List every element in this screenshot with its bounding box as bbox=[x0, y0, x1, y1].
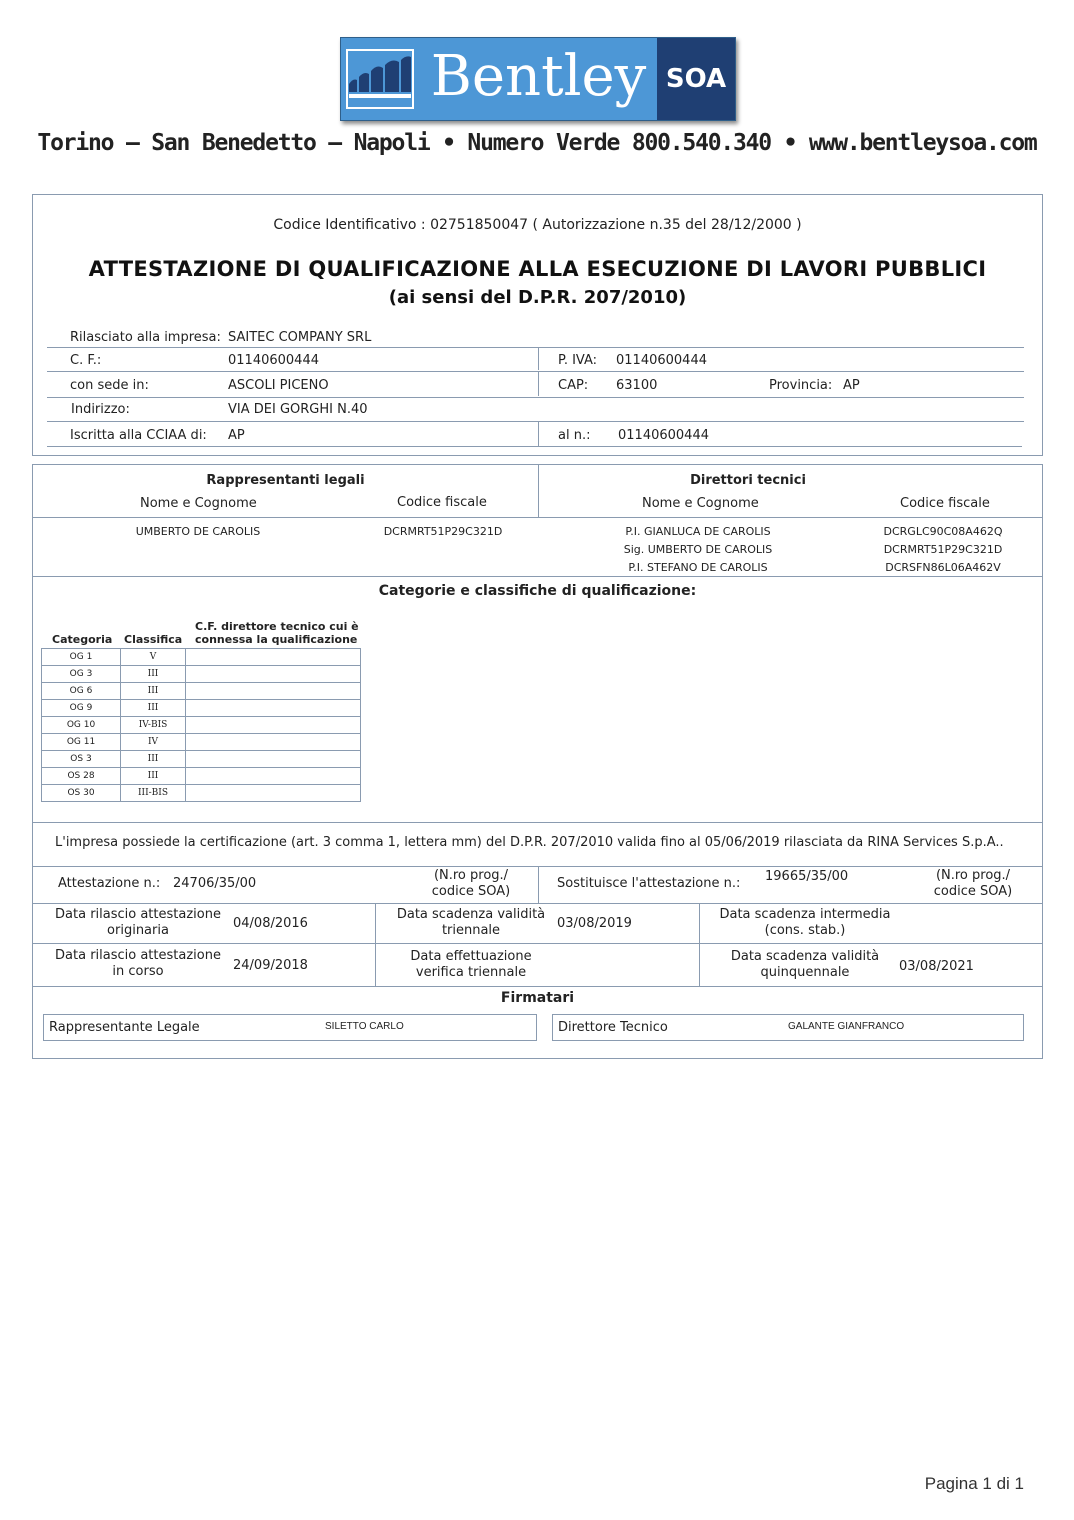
nro-prog-line2: codice SOA) bbox=[933, 884, 1013, 899]
scad-quin-label-l2: quinquennale bbox=[760, 965, 850, 980]
nro-prog-line2: codice SOA) bbox=[431, 884, 511, 899]
eff-ver-label-l1: Data effettuazione bbox=[410, 949, 532, 964]
provincia-label: Provincia: bbox=[769, 378, 833, 393]
scad-quin-value: 03/08/2021 bbox=[899, 959, 974, 974]
divider bbox=[33, 576, 1042, 577]
categorie-col-categoria: Categoria bbox=[52, 633, 113, 646]
classifica-cell: III bbox=[121, 700, 186, 717]
rilasciato-value: SAITEC COMPANY SRL bbox=[228, 330, 372, 345]
rappresentante-nome: UMBERTO DE CAROLIS bbox=[135, 525, 261, 538]
direttori-title: Direttori tecnici bbox=[690, 473, 806, 488]
nro-prog-line1: (N.ro prog./ bbox=[935, 868, 1011, 883]
categoria-cell: OS 3 bbox=[42, 751, 121, 768]
scad-int-label-l2: (cons. stab.) bbox=[764, 923, 846, 938]
categorie-title: Categorie e classifiche di qualificazione: bbox=[378, 583, 697, 599]
table-row bbox=[42, 785, 361, 802]
direttore-cf: DCRMRT51P29C321D bbox=[883, 543, 1003, 556]
cf-cell bbox=[186, 700, 361, 717]
divider bbox=[47, 421, 1024, 422]
firmatario-rappresentante-value: SILETTO CARLO bbox=[325, 1021, 404, 1032]
codice-identificativo: Codice Identificativo : 02751850047 ( Autorizzazione n.35 del 28/12/2000 ) bbox=[273, 217, 802, 233]
eff-ver-label-l2: verifica triennale bbox=[415, 965, 527, 980]
direttore-nome: P.I. GIANLUCA DE CAROLIS bbox=[625, 525, 771, 538]
logo-soa-text: SOA bbox=[657, 38, 735, 120]
cf-cell bbox=[186, 734, 361, 751]
classifica-cell: III bbox=[121, 666, 186, 683]
indirizzo-value: VIA DEI GORGHI N.40 bbox=[228, 402, 368, 417]
piva-value: 01140600444 bbox=[616, 353, 707, 368]
cciaa-value: AP bbox=[228, 428, 245, 443]
categoria-cell: OG 1 bbox=[42, 649, 121, 666]
direttore-nome: Sig. UMBERTO DE CAROLIS bbox=[623, 543, 773, 556]
document-subtitle: (ai sensi del D.P.R. 207/2010) bbox=[388, 287, 687, 308]
table-row bbox=[42, 700, 361, 717]
classifica-cell: III-BIS bbox=[121, 785, 186, 802]
cap-label: CAP: bbox=[558, 378, 589, 393]
firmatario-direttore bbox=[552, 1014, 1024, 1041]
firmatario-direttore-value: GALANTE GIANFRANCO bbox=[788, 1021, 905, 1032]
aln-value: 01140600444 bbox=[618, 428, 709, 443]
categoria-cell: OG 9 bbox=[42, 700, 121, 717]
cf-cell bbox=[186, 785, 361, 802]
direttore-cf: DCRGLC90C08A462Q bbox=[883, 525, 1003, 538]
indirizzo-label: Indirizzo: bbox=[71, 402, 130, 417]
nro-prog-line1: (N.ro prog./ bbox=[433, 868, 509, 883]
divider bbox=[538, 422, 539, 446]
header-tagline: Torino – San Benedetto – Napoli • Numero Verde 800.540.340 • www.bentleysoa.com bbox=[37, 130, 1037, 156]
rilasciato-label: Rilasciato alla impresa: bbox=[70, 330, 221, 345]
divider bbox=[33, 943, 1042, 944]
categorie-col-classifica: Classifica bbox=[124, 633, 183, 646]
cf-cell bbox=[186, 683, 361, 700]
firmatario-rappresentante bbox=[43, 1014, 537, 1041]
direttori-col-cf: Codice fiscale bbox=[900, 496, 990, 511]
classifica-cell: III bbox=[121, 751, 186, 768]
sede-value: ASCOLI PICENO bbox=[228, 378, 329, 393]
classifica-cell: III bbox=[121, 768, 186, 785]
divider bbox=[33, 517, 1042, 518]
cciaa-label: Iscritta alla CCIAA di: bbox=[70, 428, 207, 443]
table-row bbox=[42, 768, 361, 785]
cf-cell bbox=[186, 666, 361, 683]
provincia-value: AP bbox=[843, 378, 860, 393]
scad-quin-label-l1: Data scadenza validità bbox=[730, 949, 880, 964]
document-title: ATTESTAZIONE DI QUALIFICAZIONE ALLA ESECUZIONE DI LAVORI PUBBLICI bbox=[88, 257, 987, 281]
firmatari-title: Firmatari bbox=[500, 990, 575, 1006]
impresa-section bbox=[32, 194, 1043, 456]
direttori-col-nome: Nome e Cognome bbox=[642, 496, 759, 511]
direttore-nome: P.I. STEFANO DE CAROLIS bbox=[628, 561, 768, 574]
firmatario-direttore-label: Direttore Tecnico bbox=[558, 1020, 668, 1035]
divider bbox=[47, 371, 1024, 372]
scad-tri-label-l1: Data scadenza validità bbox=[396, 907, 546, 922]
classifica-cell: IV-BIS bbox=[121, 717, 186, 734]
divider bbox=[538, 465, 539, 517]
divider bbox=[33, 903, 1042, 904]
table-row bbox=[42, 734, 361, 751]
table-row bbox=[42, 649, 361, 666]
ril-orig-label-l2: originaria bbox=[107, 923, 169, 938]
piva-label: P. IVA: bbox=[558, 353, 598, 368]
divider bbox=[375, 904, 376, 943]
categoria-cell: OG 11 bbox=[42, 734, 121, 751]
table-row bbox=[42, 666, 361, 683]
categoria-cell: OG 6 bbox=[42, 683, 121, 700]
divider bbox=[47, 397, 1024, 398]
sostituisce-value: 19665/35/00 bbox=[765, 869, 849, 884]
cf-cell bbox=[186, 751, 361, 768]
divider bbox=[538, 867, 539, 903]
categoria-cell: OS 30 bbox=[42, 785, 121, 802]
firmatario-rappresentante-label: Rappresentante Legale bbox=[49, 1020, 200, 1035]
divider bbox=[375, 944, 376, 986]
arches-icon bbox=[345, 44, 415, 114]
divider bbox=[47, 347, 1024, 348]
ril-corso-value: 24/09/2018 bbox=[233, 958, 308, 973]
rappresentanti-col-nome: Nome e Cognome bbox=[140, 496, 257, 511]
direttore-cf: DCRSFN86L06A462V bbox=[885, 561, 1001, 574]
scad-int-label-l1: Data scadenza intermedia bbox=[719, 907, 891, 922]
table-row bbox=[42, 683, 361, 700]
scad-tri-value: 03/08/2019 bbox=[557, 916, 632, 931]
attestazione-value: 24706/35/00 bbox=[173, 876, 257, 891]
classifica-cell: V bbox=[121, 649, 186, 666]
cf-value: 01140600444 bbox=[228, 353, 319, 368]
scad-tri-label-l2: triennale bbox=[441, 923, 501, 938]
divider bbox=[33, 986, 1042, 987]
cf-cell bbox=[186, 717, 361, 734]
divider bbox=[33, 822, 1042, 823]
aln-label: al n.: bbox=[558, 428, 591, 443]
divider bbox=[538, 372, 539, 396]
cf-cell bbox=[186, 768, 361, 785]
table-row bbox=[42, 751, 361, 768]
categoria-cell: OS 28 bbox=[42, 768, 121, 785]
logo-brand-text: Bentley bbox=[430, 44, 647, 109]
divider bbox=[538, 348, 539, 370]
classifica-cell: IV bbox=[121, 734, 186, 751]
table-row bbox=[42, 717, 361, 734]
ril-corso-label-l1: Data rilascio attestazione bbox=[55, 948, 221, 963]
categoria-cell: OG 10 bbox=[42, 717, 121, 734]
bentley-soa-logo bbox=[340, 37, 736, 121]
attestazione-label: Attestazione n.: bbox=[58, 876, 161, 891]
divider bbox=[699, 944, 700, 986]
rappresentante-cf: DCRMRT51P29C321D bbox=[383, 525, 503, 538]
rappresentanti-col-cf: Codice fiscale bbox=[397, 495, 487, 510]
divider bbox=[699, 904, 700, 943]
categorie-table bbox=[41, 648, 361, 802]
ril-orig-value: 04/08/2016 bbox=[233, 916, 308, 931]
divider bbox=[47, 446, 1022, 447]
rappresentanti-title: Rappresentanti legali bbox=[206, 473, 365, 488]
categoria-cell: OG 3 bbox=[42, 666, 121, 683]
cf-cell bbox=[186, 649, 361, 666]
page-number: Pagina 1 di 1 bbox=[924, 1474, 1024, 1493]
categorie-col-cf-line2: connessa la qualificazione bbox=[195, 633, 358, 646]
sostituisce-label: Sostituisce l'attestazione n.: bbox=[557, 876, 741, 891]
ril-corso-label-l2: in corso bbox=[112, 964, 164, 979]
cf-label: C. F.: bbox=[70, 353, 102, 368]
categorie-col-cf-line1: C.F. direttore tecnico cui è bbox=[195, 620, 359, 633]
classifica-cell: III bbox=[121, 683, 186, 700]
certificazione-text: L'impresa possiede la certificazione (art. 3 comma 1, lettera mm) del D.P.R. 207/2010 valida fino al 05/06/2019 rilasciata da RINA Services S.p.A.. bbox=[55, 835, 1004, 850]
sede-label: con sede in: bbox=[70, 378, 149, 393]
cap-value: 63100 bbox=[616, 378, 658, 393]
ril-orig-label-l1: Data rilascio attestazione bbox=[55, 907, 221, 922]
